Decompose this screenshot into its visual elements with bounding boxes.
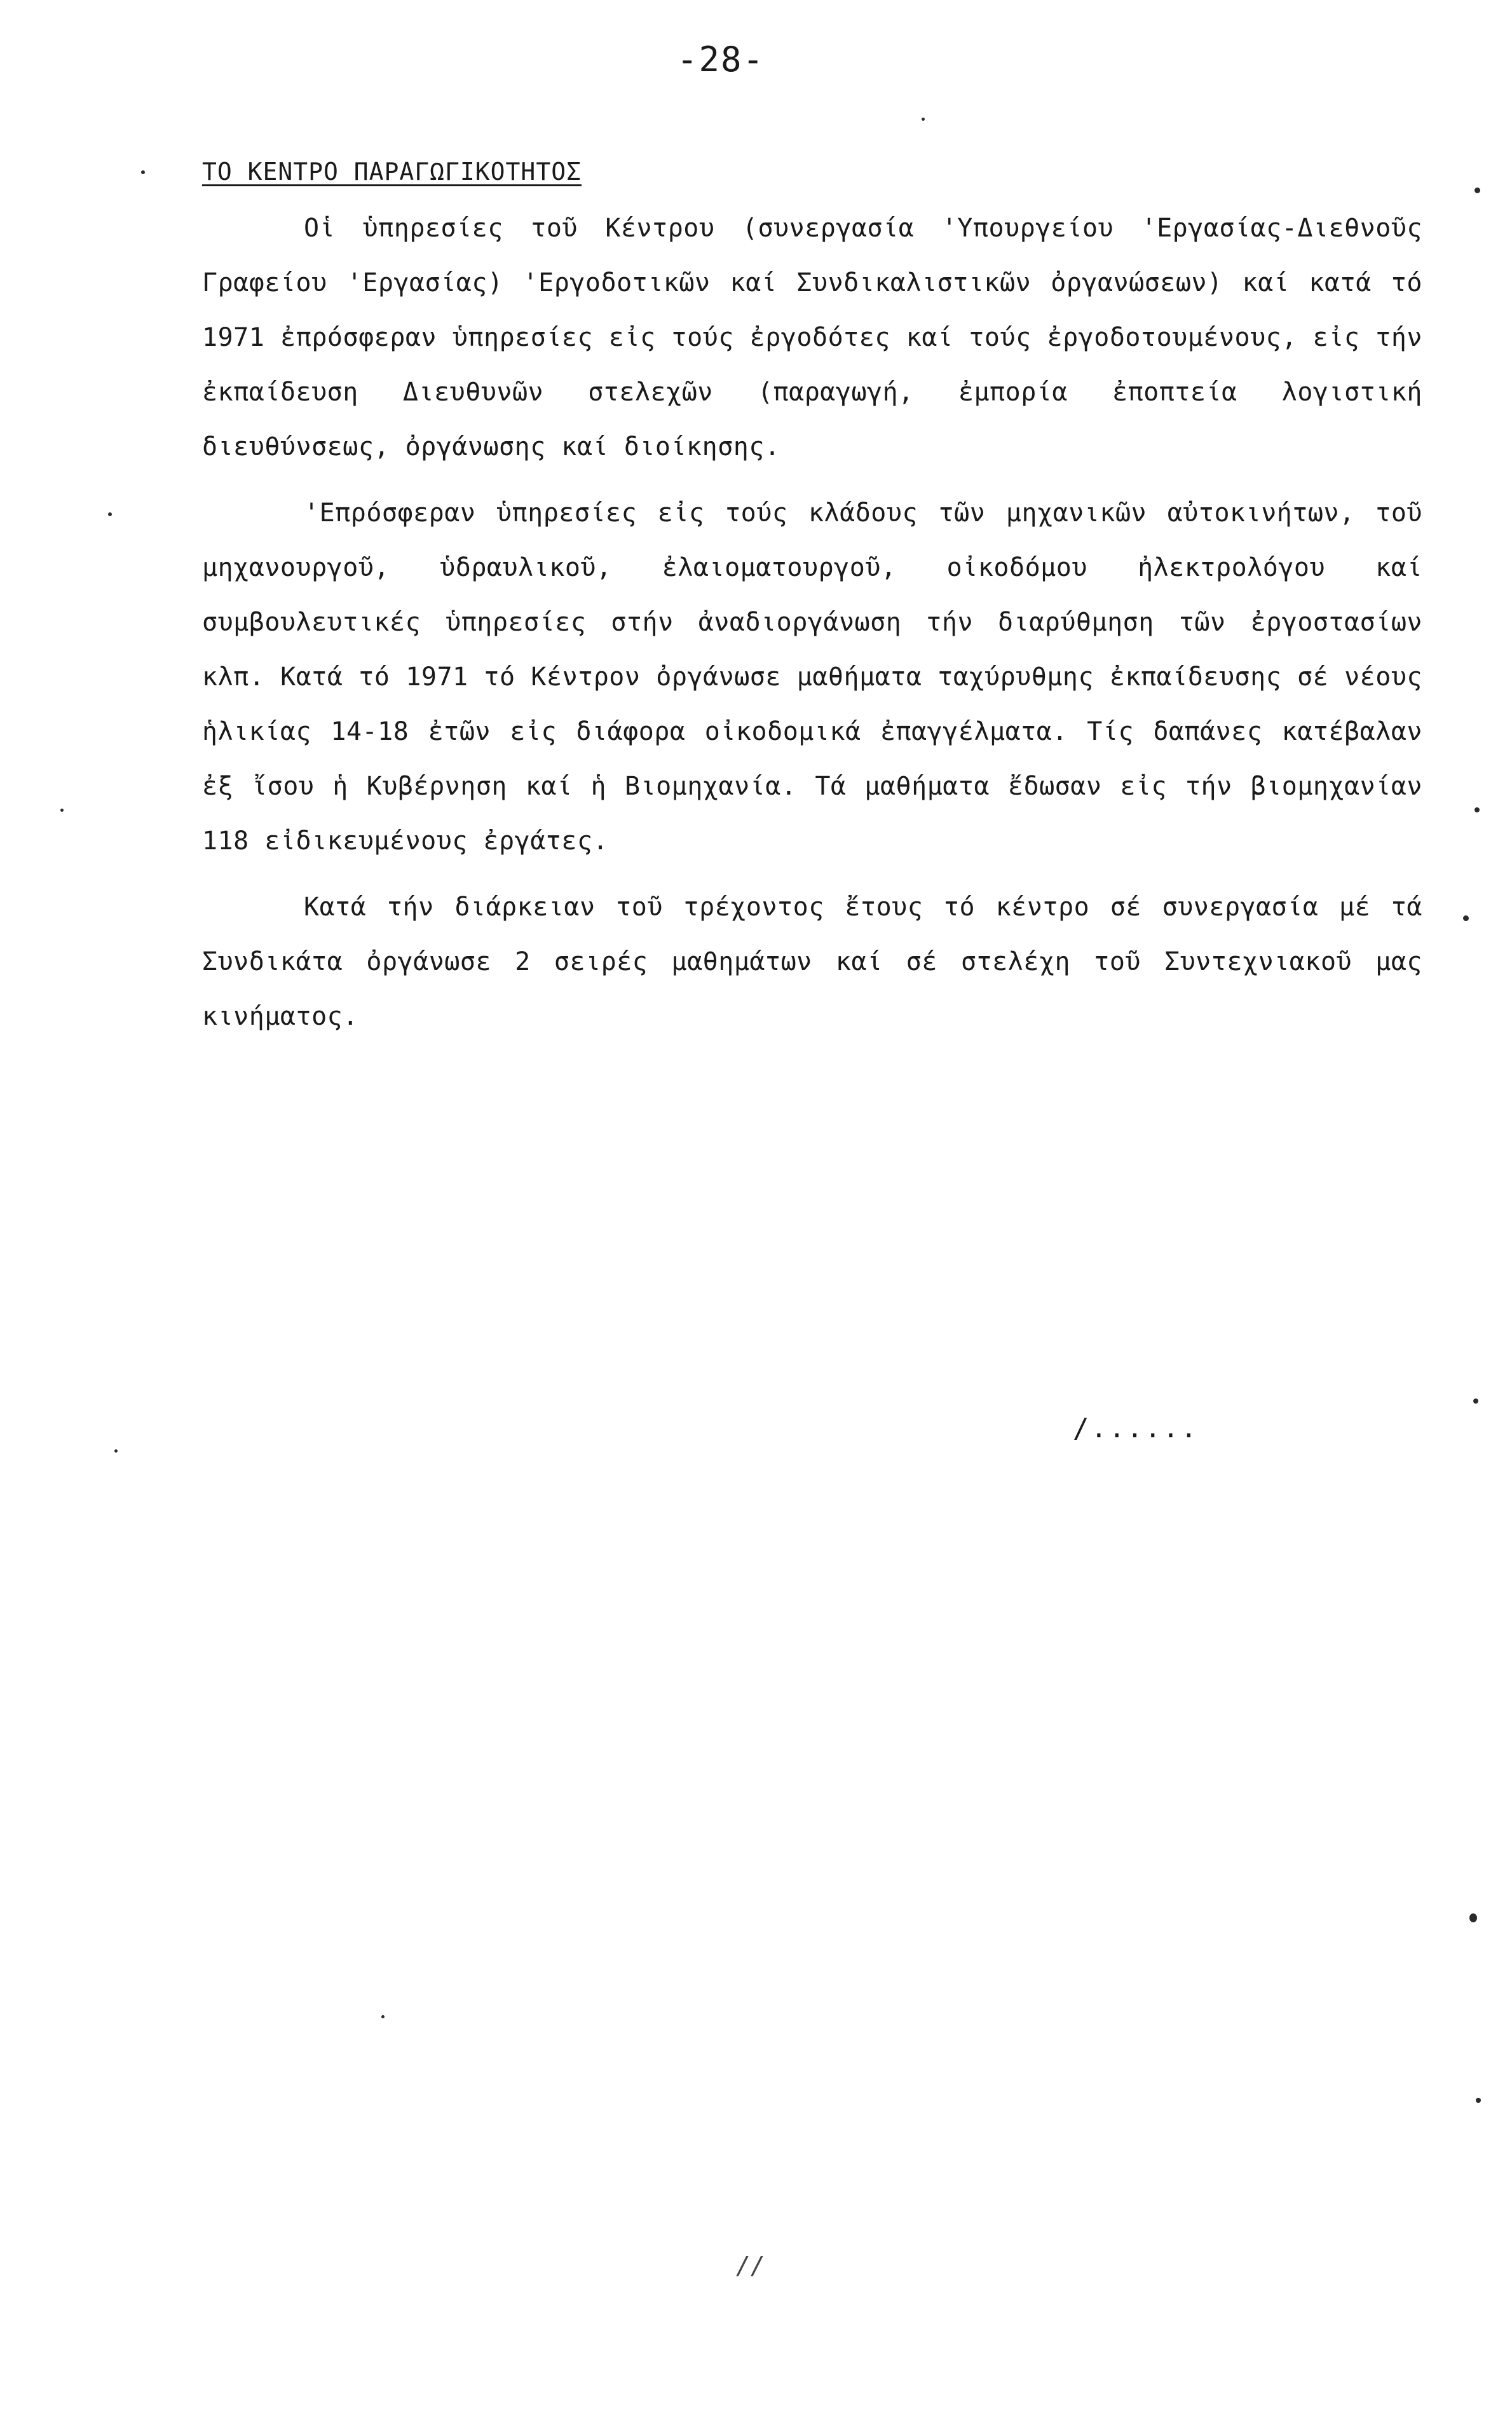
continuation-mark: /......: [1073, 1413, 1199, 1444]
scan-speck: [1475, 807, 1480, 812]
page-number: -28-: [677, 39, 765, 79]
paragraph-3: Κατά τήν διάρκειαν τοῦ τρέχοντος ἔτους τό κέντρο σέ συνεργασία μέ τά Συνδικάτα ὀργάνωσε 2 σειρές μαθημάτων καί σέ στελέχη τοῦ Συντεχνιακοῦ μας κινήματος.: [202, 893, 1422, 1031]
scan-speck: [922, 118, 925, 121]
section-heading: ΤΟ ΚΕΝΤΡΟ ΠΑΡΑΓΩΓΙΚΟΤΗΤΟΣ: [202, 158, 582, 186]
scan-speck: [1473, 1399, 1478, 1404]
handwritten-mark: //: [736, 2252, 765, 2280]
scan-speck: [114, 1449, 118, 1453]
paragraph-2: 'Επρόσφεραν ὑπηρεσίες εἰς τούς κλάδους τῶν μηχανικῶν αὐτοκινήτων, τοῦ μηχανουργοῦ, ὑδραυλικοῦ, ἐλαιοματουργοῦ, οἰκοδόμου ἠλεκτρολόγου καί συμβουλευτικές ὑπηρεσίες στήν ἀναδιοργάνωση τήν διαρύθμηση τῶν ἐργοστασίων κλπ. Κατά τό 1971 τό Κέντρον ὀργάνωσε μαθήματα ταχύρυθμης ἐκπαίδευσης σέ νέους ἡλικίας 14-18 ἐτῶν εἰς διάφορα οἰκοδομικά ἐπαγγέλματα. Τίς δαπάνες κατέβαλαν ἐξ ἴσου ἡ Κυβέρνηση καί ἡ Βιομηχανία. Τά μαθήματα ἔδωσαν εἰς τήν βιομηχανίαν 118 εἰδικευμένους ἐργάτες.: [202, 498, 1422, 856]
body-text: [202, 201, 1422, 1044]
scan-speck: [381, 2015, 385, 2018]
scan-speck: [1475, 188, 1480, 193]
scan-speck: [1469, 1913, 1477, 1922]
scan-speck: [108, 512, 112, 516]
scan-speck: [1463, 915, 1469, 921]
scan-speck: [60, 809, 64, 812]
scan-speck: [1476, 2098, 1481, 2103]
paragraph-1: Οἱ ὑπηρεσίες τοῦ Κέντρου (συνεργασία 'Υπουργείου 'Εργασίας-Διεθνοῦς Γραφείου 'Εργασίας) 'Εργοδοτικῶν καί Συνδικαλιστικῶν ὀργανώσεων) καί κατά τό 1971 ἐπρόσφεραν ὑπηρεσίες εἰς τούς ἐργοδότες καί τούς ἐργοδοτουμένους, εἰς τήν ἐκπαίδευση Διευθυνῶν στελεχῶν (παραγωγή, ἐμπορία ἐποπτεία λογιστική διευθύνσεως, ὀργάνωσης καί διοίκησης.: [202, 214, 1422, 462]
scan-speck: [141, 170, 145, 174]
